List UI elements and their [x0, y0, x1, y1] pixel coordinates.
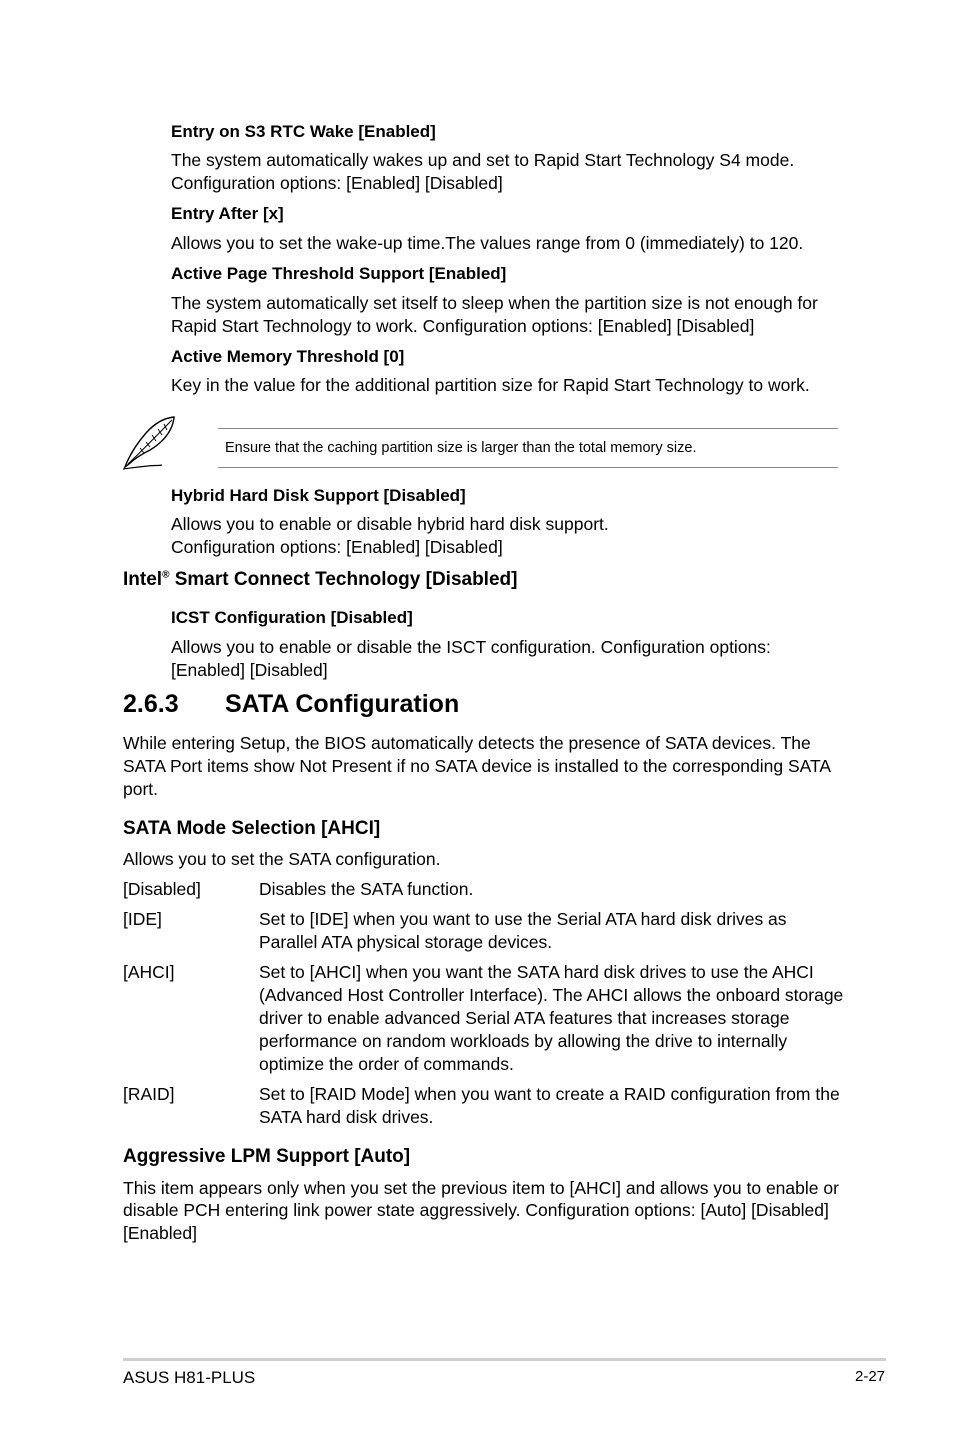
section-title-smart-connect	[123, 568, 517, 592]
item-title-hybrid-hdd: Hybrid Hard Disk Support [Disabled]	[171, 486, 466, 505]
section-title: SATA Configuration	[225, 690, 460, 718]
item-desc-line: Configuration options: [Enabled] [Disabled]	[171, 173, 503, 193]
intro-line: port.	[123, 779, 159, 799]
subsection-title-aggressive-lpm: Aggressive LPM Support [Auto]	[123, 1146, 411, 1167]
note-top-rule	[218, 428, 838, 429]
option-desc-line: Set to [AHCI] when you want the SATA hard disk drives to use the AHCI	[259, 962, 814, 982]
note-bottom-rule	[218, 467, 838, 468]
note-text: Ensure that the caching partition size is larger than the total memory size.	[225, 440, 697, 456]
item-title-active-memory-threshold: Active Memory Threshold [0]	[171, 347, 405, 366]
item-title-s3-rtc-wake: Entry on S3 RTC Wake [Enabled]	[171, 122, 436, 141]
option-term: [RAID]	[123, 1084, 175, 1104]
lpm-desc-line: disable PCH entering link power state aggressively. Configuration options: [Auto] [Disabled]	[123, 1200, 829, 1220]
page-number: 2-27	[855, 1368, 886, 1385]
item-desc-line: Configuration options: [Enabled] [Disabled]	[171, 537, 503, 557]
subsection-title-sata-mode: SATA Mode Selection [AHCI]	[123, 818, 381, 839]
option-term: [AHCI]	[123, 962, 175, 982]
title-suffix: Smart Connect Technology [Disabled]	[169, 569, 518, 590]
option-desc-line: performance on random workloads by allowing the drive to internally	[259, 1031, 788, 1051]
title-prefix: Intel	[123, 569, 163, 590]
item-desc-line: Allows you to enable or disable hybrid hard disk support.	[171, 514, 609, 534]
item-desc-line: Allows you to enable or disable the ISCT configuration. Configuration options:	[171, 637, 771, 657]
item-desc-line: The system automatically wakes up and set to Rapid Start Technology S4 mode.	[171, 150, 795, 170]
item-desc-line: Rapid Start Technology to work. Configuration options: [Enabled] [Disabled]	[171, 316, 755, 336]
item-title-entry-after: Entry After [x]	[171, 204, 284, 223]
item-title-active-page-threshold: Active Page Threshold Support [Enabled]	[171, 264, 507, 283]
item-desc-line: Allows you to set the wake-up time.The values range from 0 (immediately) to 120.	[171, 233, 804, 253]
registered-mark: ®	[162, 569, 170, 581]
option-desc-line: (Advanced Host Controller Interface). The AHCI allows the onboard storage	[259, 985, 844, 1005]
option-term: [Disabled]	[123, 879, 201, 899]
option-desc-line: Disables the SATA function.	[259, 879, 474, 899]
intro-line: While entering Setup, the BIOS automatically detects the presence of SATA devices. The	[123, 733, 811, 753]
intro-line: SATA Port items show Not Present if no SATA device is installed to the corresponding SATA	[123, 756, 832, 776]
option-term: [IDE]	[123, 909, 162, 929]
item-desc-line: Key in the value for the additional partition size for Rapid Start Technology to work.	[171, 375, 810, 395]
option-desc-line: optimize the order of commands.	[259, 1054, 514, 1074]
item-title-icst: ICST Configuration [Disabled]	[171, 608, 413, 627]
lpm-desc-line: [Enabled]	[123, 1223, 197, 1243]
section-number: 2.6.3	[123, 690, 179, 718]
note-pencil-icon	[120, 414, 180, 472]
item-desc-line: The system automatically set itself to sleep when the partition size is not enough for	[171, 293, 818, 313]
option-desc-line: Parallel ATA physical storage devices.	[259, 932, 553, 952]
subsection-desc: Allows you to set the SATA configuration.	[123, 849, 441, 869]
lpm-desc-line: This item appears only when you set the previous item to [AHCI] and allows you to enable or	[123, 1178, 839, 1198]
option-desc-line: driver to enable advanced Serial ATA features that increases storage	[259, 1008, 790, 1028]
option-desc-line: Set to [RAID Mode] when you want to create a RAID configuration from the	[259, 1084, 840, 1104]
option-desc-line: SATA hard disk drives.	[259, 1107, 434, 1127]
option-desc-line: Set to [IDE] when you want to use the Serial ATA hard disk drives as	[259, 909, 787, 929]
footer-product-name: ASUS H81-PLUS	[123, 1368, 256, 1387]
footer-rule	[123, 1358, 886, 1361]
item-desc-line: [Enabled] [Disabled]	[171, 660, 328, 680]
